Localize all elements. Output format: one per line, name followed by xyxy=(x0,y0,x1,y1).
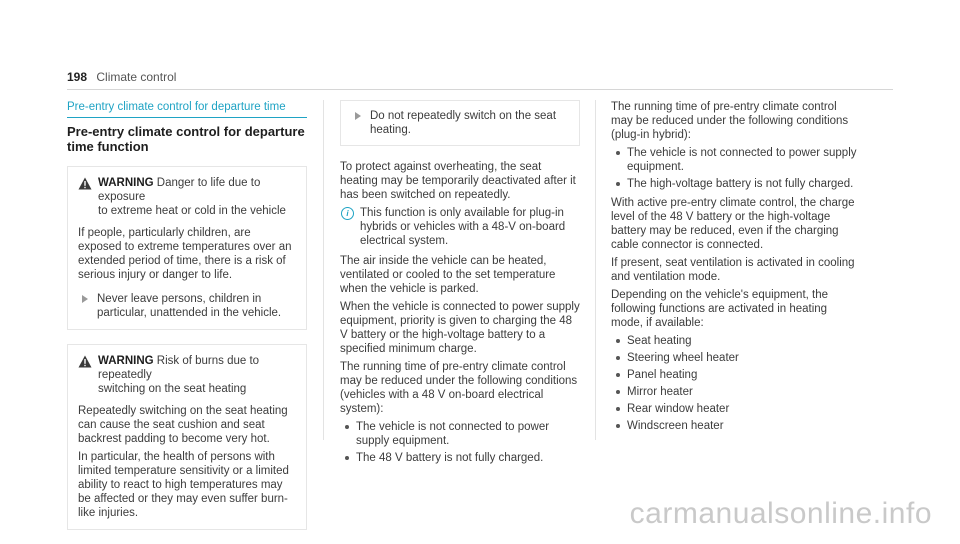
step-text: Do not repeatedly switch on the seat heating. xyxy=(370,110,557,136)
column-middle xyxy=(340,100,580,470)
list-item xyxy=(611,402,861,416)
step-arrow-icon xyxy=(355,112,361,120)
list-item-text: Panel heating xyxy=(627,369,698,381)
warning-header xyxy=(78,176,296,218)
bullet-icon xyxy=(345,425,349,429)
bullet-icon xyxy=(616,356,620,360)
warning-headline: Risk of burns due to repeatedly xyxy=(98,355,260,381)
watermark: carmanualsonline.info xyxy=(629,497,932,530)
list-item-text: The vehicle is not connected to power supply equipment. xyxy=(627,147,857,173)
bullet-list xyxy=(611,334,861,433)
column-divider xyxy=(323,100,324,440)
warning-body: If people, particularly children, are exposed to extreme temperatures over an extended period of time, there is a risk of serious injury or danger to life. xyxy=(78,227,292,281)
step-arrow-icon xyxy=(82,295,88,303)
action-step xyxy=(78,292,296,320)
warning-box-burns xyxy=(67,344,307,530)
warning-headline-cont: switching on the seat heating xyxy=(98,383,247,395)
paragraph: The running time of pre-entry climate control may be reduced under the following conditions (vehicles with a 48 V on-board electrical system): xyxy=(340,361,578,415)
bullet-icon xyxy=(616,390,620,394)
paragraph: To protect against overheating, the seat heating may be temporarily deactivated after it has been switched on repeatedly. xyxy=(340,161,576,201)
list-item-text: Rear window heater xyxy=(627,403,730,415)
column-right xyxy=(611,100,861,438)
paragraph: If present, seat ventilation is activated in cooling and ventilation mode. xyxy=(611,257,855,283)
bullet-icon xyxy=(616,182,620,186)
list-item-text: Windscreen heater xyxy=(627,420,724,432)
header-divider xyxy=(67,89,893,90)
list-item xyxy=(611,146,861,174)
section-title: Pre-entry climate control for departure time function xyxy=(67,124,305,154)
list-item-text: Mirror heater xyxy=(627,386,693,398)
bullet-list xyxy=(611,146,861,191)
warning-body: Repeatedly switching on the seat heating can cause the seat cushion and seat backrest padding to become very hot. xyxy=(78,405,288,445)
step-box xyxy=(340,100,580,146)
warning-triangle-icon xyxy=(78,177,92,190)
list-item xyxy=(340,451,580,465)
bullet-icon xyxy=(616,424,620,428)
list-item-text: Steering wheel heater xyxy=(627,352,739,364)
list-item-text: The high-voltage battery is not fully charged. xyxy=(627,178,854,190)
list-item xyxy=(611,351,861,365)
page-number: 198 xyxy=(67,70,88,84)
list-item-text: The vehicle is not connected to power supply equipment. xyxy=(356,421,550,447)
note-text: This function is only available for plug-in hybrids or vehicles with a 48-V on-board electrical system. xyxy=(360,207,566,247)
paragraph: With active pre-entry climate control, the charge level of the 48 V battery or the high-voltage battery may be reduced, even if the charging cable connector is connected. xyxy=(611,197,855,251)
warning-label: WARNING xyxy=(98,355,154,367)
paragraph: The running time of pre-entry climate control may be reduced under the following conditions (plug-in hybrid): xyxy=(611,101,849,141)
section-name: Climate control xyxy=(96,70,177,84)
bullet-icon xyxy=(616,339,620,343)
warning-box-exposure xyxy=(67,166,307,330)
list-item xyxy=(611,419,861,433)
bullet-icon xyxy=(616,373,620,377)
list-item-text: Seat heating xyxy=(627,335,692,347)
column-divider xyxy=(595,100,596,440)
bullet-icon xyxy=(345,456,349,460)
bullet-icon xyxy=(616,407,620,411)
note xyxy=(340,206,580,248)
list-item xyxy=(611,368,861,382)
page-header xyxy=(67,70,176,84)
warning-headline: Danger to life due to exposure xyxy=(98,177,261,203)
warning-triangle-icon xyxy=(78,355,92,368)
bullet-icon xyxy=(616,151,620,155)
column-left xyxy=(67,100,307,544)
warning-label: WARNING xyxy=(98,177,154,189)
bullet-list xyxy=(340,420,580,465)
list-item xyxy=(611,385,861,399)
paragraph: When the vehicle is connected to power supply equipment, priority is given to charging the 48 V battery or the high-voltage battery to a specified minimum charge. xyxy=(340,301,580,355)
warning-header xyxy=(78,354,296,396)
list-item-text: The 48 V battery is not fully charged. xyxy=(356,452,544,464)
warning-body-cont: In particular, the health of persons with limited temperature sensitivity or a limited ability to react to high temperatures may be affected or they may even suffer burn-like injuries. xyxy=(78,451,289,519)
paragraph: The air inside the vehicle can be heated, ventilated or cooled to the set temperature when the vehicle is parked. xyxy=(340,255,556,295)
list-item xyxy=(611,177,861,191)
step-text: Never leave persons, children in particular, unattended in the vehicle. xyxy=(97,293,282,319)
section-link[interactable]: Pre-entry climate control for departure time xyxy=(67,100,307,118)
info-icon: i xyxy=(341,207,354,220)
list-item xyxy=(340,420,580,448)
list-item xyxy=(611,334,861,348)
action-step xyxy=(351,109,569,137)
warning-headline-cont: to extreme heat or cold in the vehicle xyxy=(98,205,286,217)
paragraph: Depending on the vehicle's equipment, the following functions are activated in heating mode, if available: xyxy=(611,289,829,329)
